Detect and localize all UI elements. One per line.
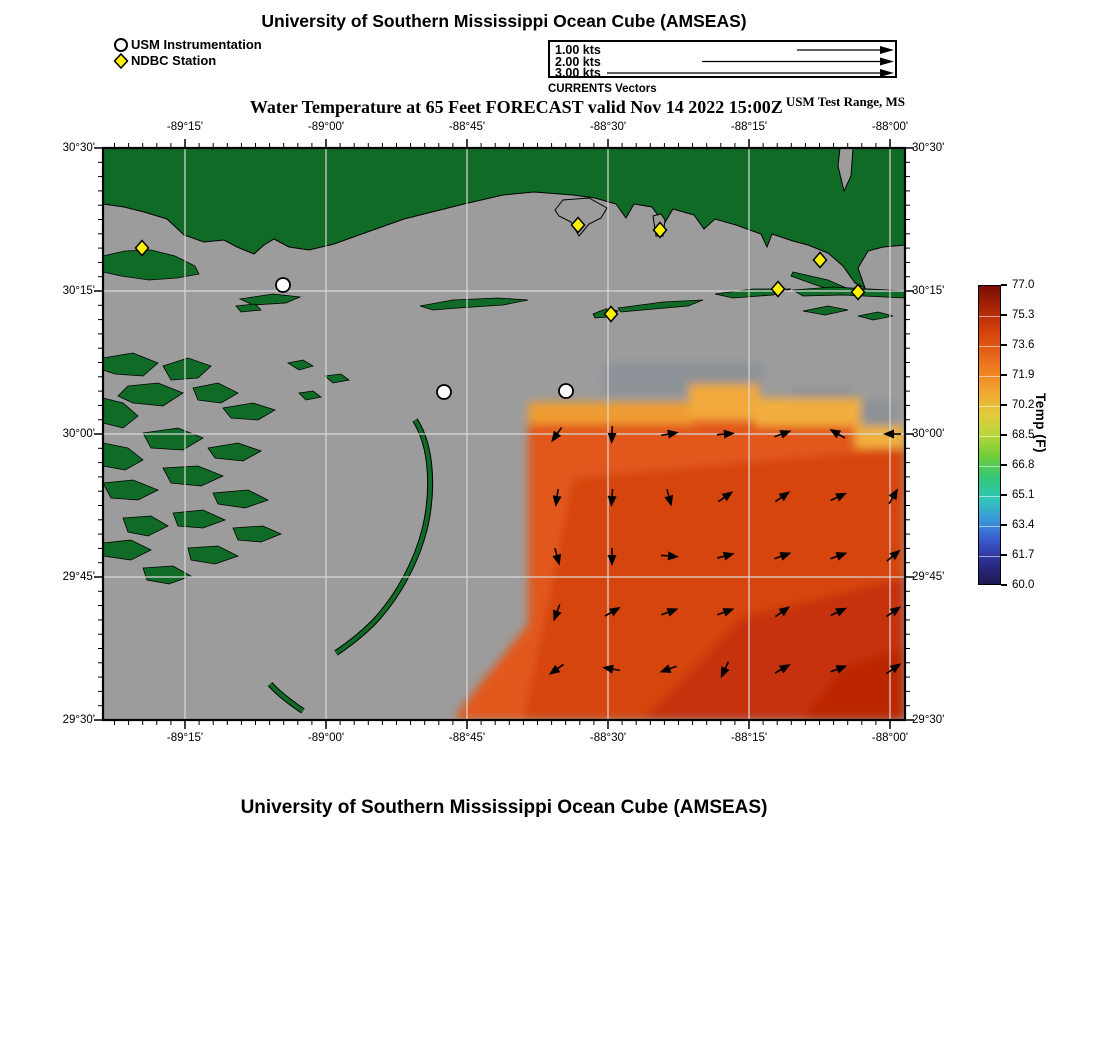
usm-instrumentation-marker [559, 384, 573, 398]
x-axis-label-bottom: -89°00' [307, 732, 345, 744]
colorbar-tick [1001, 314, 1007, 316]
y-axis-label-right: 30°15' [912, 285, 945, 297]
currents-scale-label: 3.00 kts [555, 66, 601, 80]
currents-vector-legend [548, 40, 897, 78]
colorbar-tick-label: 66.8 [1012, 459, 1035, 471]
y-axis-label-left: 29°30' [62, 714, 95, 726]
colorbar-gridline [979, 526, 1000, 527]
colorbar-tick [1001, 464, 1007, 466]
diamond-marker-icon [115, 54, 128, 68]
colorbar-gridline [979, 346, 1000, 347]
colorbar-tick [1001, 434, 1007, 436]
colorbar-gridline [979, 406, 1000, 407]
legend-label-usm: USM Instrumentation [131, 37, 262, 52]
colorbar-tick [1001, 284, 1007, 286]
colorbar-tick-label: 65.1 [1012, 489, 1035, 501]
colorbar-tick-label: 60.0 [1012, 579, 1035, 591]
x-axis-label-top: -88°45' [448, 121, 486, 133]
colorbar-gridline [979, 556, 1000, 557]
usm-instrumentation-marker [276, 278, 290, 292]
x-axis-label-top: -89°15' [166, 121, 204, 133]
colorbar [978, 285, 1001, 585]
colorbar-gridline [979, 466, 1000, 467]
colorbar-gridline [979, 376, 1000, 377]
colorbar-tick-label: 75.3 [1012, 309, 1035, 321]
circle-marker-icon [115, 39, 127, 51]
y-axis-label-right: 30°00' [912, 428, 945, 440]
map-canvas [91, 136, 917, 732]
x-axis-label-top: -88°00' [871, 121, 909, 133]
currents-caption: CURRENTS Vectors [548, 83, 657, 95]
subtitle-text: Water Temperature at 65 Feet FORECAST valid Nov 14 2022 15:00Z [249, 97, 783, 117]
y-axis-label-right: 29°45' [912, 571, 945, 583]
colorbar-tick-label: 68.5 [1012, 429, 1035, 441]
colorbar-tick-label: 70.2 [1012, 399, 1035, 411]
x-axis-label-bottom: -89°15' [166, 732, 204, 744]
y-axis-label-right: 29°30' [912, 714, 945, 726]
colorbar-tick-label: 63.4 [1012, 519, 1035, 531]
y-axis-label-right: 30°30' [912, 142, 945, 154]
y-axis-label-left: 29°45' [62, 571, 95, 583]
currents-scale-label: 2.00 kts [555, 54, 601, 69]
colorbar-tick [1001, 494, 1007, 496]
colorbar-tick-label: 77.0 [1012, 279, 1035, 291]
colorbar-tick [1001, 404, 1007, 406]
colorbar-tick-label: 73.6 [1012, 339, 1035, 351]
colorbar-gridline [979, 316, 1000, 317]
colorbar-title: Temp (F) [1033, 393, 1048, 453]
colorbar-tick-label: 61.7 [1012, 549, 1035, 561]
colorbar-tick [1001, 374, 1007, 376]
plot-subtitle [103, 96, 905, 118]
legend-label-ndbc: NDBC Station [131, 53, 217, 68]
x-axis-label-bottom: -88°45' [448, 732, 486, 744]
colorbar-tick [1001, 524, 1007, 526]
colorbar-tick [1001, 554, 1007, 556]
x-axis-label-top: -88°30' [589, 121, 627, 133]
y-axis-label-left: 30°00' [62, 428, 95, 440]
colorbar-gridline [979, 436, 1000, 437]
currents-scale-label: 1.00 kts [555, 43, 601, 57]
colorbar-tick-label: 71.9 [1012, 369, 1035, 381]
subtitle-superscript: USM Test Range, MS [785, 94, 905, 109]
colorbar-tick [1001, 584, 1007, 586]
y-axis-label-left: 30°15' [62, 285, 95, 297]
x-axis-label-top: -89°00' [307, 121, 345, 133]
x-axis-label-bottom: -88°00' [871, 732, 909, 744]
x-axis-label-bottom: -88°15' [730, 732, 768, 744]
footer-title: University of Southern Mississippi Ocean Cube (AMSEAS) [240, 797, 768, 818]
x-axis-label-top: -88°15' [730, 121, 768, 133]
x-axis-label-bottom: -88°30' [589, 732, 627, 744]
page-title: University of Southern Mississippi Ocean Cube (AMSEAS) [261, 11, 747, 31]
legend-symbols [113, 37, 129, 69]
currents-scale-arrows [550, 42, 895, 76]
y-axis-label-left: 30°30' [62, 142, 95, 154]
colorbar-gridline [979, 496, 1000, 497]
usm-instrumentation-marker [437, 385, 451, 399]
colorbar-tick [1001, 344, 1007, 346]
